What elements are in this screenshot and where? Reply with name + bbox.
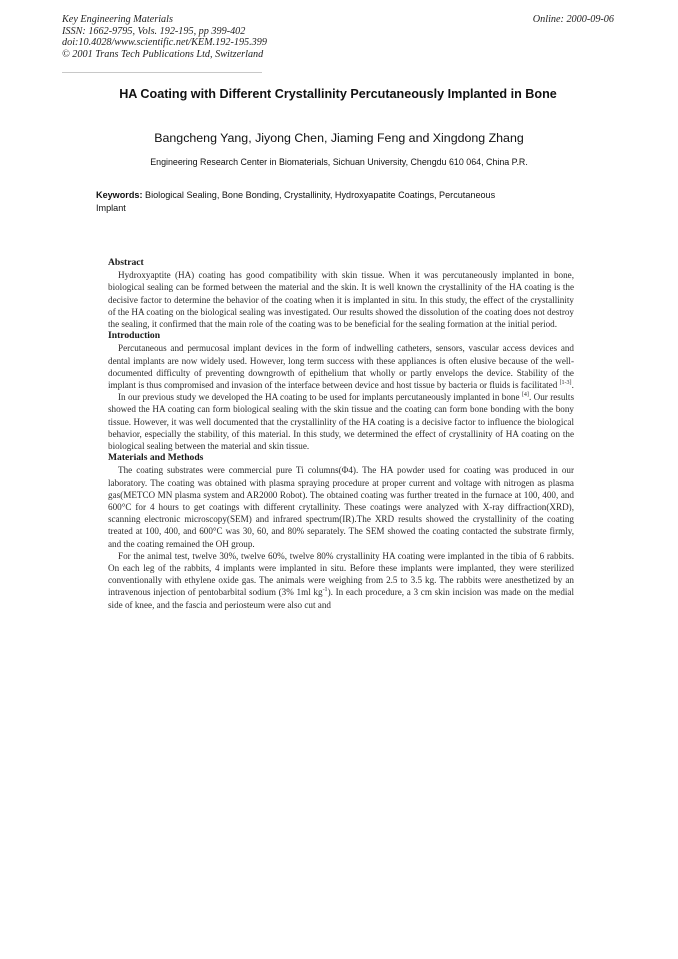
author-list: Bangcheng Yang, Jiyong Chen, Jiaming Feng and Xingdong Zhang <box>154 131 524 145</box>
intro-p2-text: In our previous study we developed the HA coating to be used for implants percutaneously implanted in bone <box>118 392 520 403</box>
affiliation: Engineering Research Center in Biomaterials, Sichuan University, Chengdu 610 064, China P.R. <box>150 157 528 167</box>
introduction-paragraph <box>108 391 574 452</box>
methods-paragraph: The coating substrates were commercial pure Ti columns(Φ4). The HA powder used for coating was produced in our laboratory. The coating was obtained with plasma spraying procedure at proper current and voltage with nitrogen as plasma gas(METCO MN plasma system and AR2000 Robot). The obtained coating was further treated in the furnace at 100, 400, and 600°C for 4 hours to get coatings with different crytallinity. These coatings were analyzed with X-ray diffraction(XRD), scanning electronic microscopy(SEM) and infrared spectrum(IR).The XRD results showed the crystallinity of the coating treated at 100, 400, and 600°C was 30, 60, and 80% separately. The SEM showed the coating contacted the substrate firmly, and the coating remained the OH group. <box>108 465 574 549</box>
methods-p2-rest: ). In each procedure, a 3 cm skin incision was made on the medial side of knee, and the fascia and periosteum were also cut and <box>108 587 574 610</box>
copyright-line: © 2001 Trans Tech Publications Ltd, Switzerland <box>62 48 264 60</box>
intro-p1-end: . <box>571 380 574 391</box>
keywords-label: Keywords: <box>96 190 143 200</box>
keywords-block <box>96 189 516 214</box>
methods-p2-text: For the animal test, twelve 30%, twelve 60%, twelve 80% crystallinity HA coating were implanted in the tibia of 6 rabbits. On each leg of the rabbits, 4 implants were implanted in situ. Before these implants were implanted, they were sterilized conventionally with ethylene oxide gas. The animals were weighing from 2.5 to 3.5 kg. The rabbits were anesthetized by an intravenous injection of pentobarbital sodium (3% 1ml kg <box>108 550 574 598</box>
paper-title: HA Coating with Different Crystallinity Percutaneously Implanted in Bone <box>119 87 557 101</box>
abstract-paragraph: Hydroxyaptite (HA) coating has good compatibility with skin tissue. When it was percutaneously implanted in bone, biological sealing can be formed between the material and the skin. It is well known the crystallinity of the HA coating is the decisive factor to determine the behavior of the coating when it is implanted in situ. In this study, the effect of the crystallinity of the HA coating on the biological sealing was investigated. Our results showed the dissolution of the coating does not destroy the sealing, it confirmed that the main role of the coating was to be beneficial for the sealing formation at the initial period. <box>108 270 574 330</box>
methods-paragraph <box>108 550 574 611</box>
introduction-paragraph <box>108 342 574 391</box>
paper-body <box>108 257 574 611</box>
header-divider <box>62 72 262 73</box>
superscript: -1 <box>322 587 328 594</box>
intro-p1-text: Percutaneous and permucosal implant devices in the form of indwelling catheters, sensors, vascular access devices and dental implants are now widely used. However, long term success with these appliances is often elusive because of the well-documented difficulty of preventing downgrowth of epithelium that wholly or partly envelops the device. Stability of the implant is thus compromised and invasion of the interface between device and host tissue by bacteria or fluids is facilitated <box>108 343 574 391</box>
abstract-heading: Abstract <box>108 257 144 268</box>
online-date: Online: 2000-09-06 <box>532 14 614 25</box>
journal-name: Key Engineering Materials <box>62 14 173 25</box>
citation: [4] <box>521 392 529 399</box>
introduction-heading: Introduction <box>108 330 161 342</box>
methods-heading: Materials and Methods <box>108 452 204 464</box>
doi-line: doi:10.4028/www.scientific.net/KEM.192-195.399 <box>62 37 267 49</box>
intro-p2-rest: . Our results showed the HA coating can form biological sealing with the skin tissue and the coating can form bone bonding with the bony tissue. However, it was well documented that the crystallinlity of the HA coating is a decisive factor to influence the biological behavior, especially the stability, of this material. In this study, we determined the effect of crystallinity of HA coating on the biological sealing between the material and skin tissue. <box>108 392 575 452</box>
issn-line: ISSN: 1662-9795, Vols. 192-195, pp 399-402 <box>62 25 246 37</box>
citation: [1-3] <box>559 379 572 386</box>
journal-header <box>62 14 267 60</box>
keywords-text: Biological Sealing, Bone Bonding, Crystallinity, Hydroxyapatite Coatings, Percutaneous Implant <box>96 190 496 213</box>
